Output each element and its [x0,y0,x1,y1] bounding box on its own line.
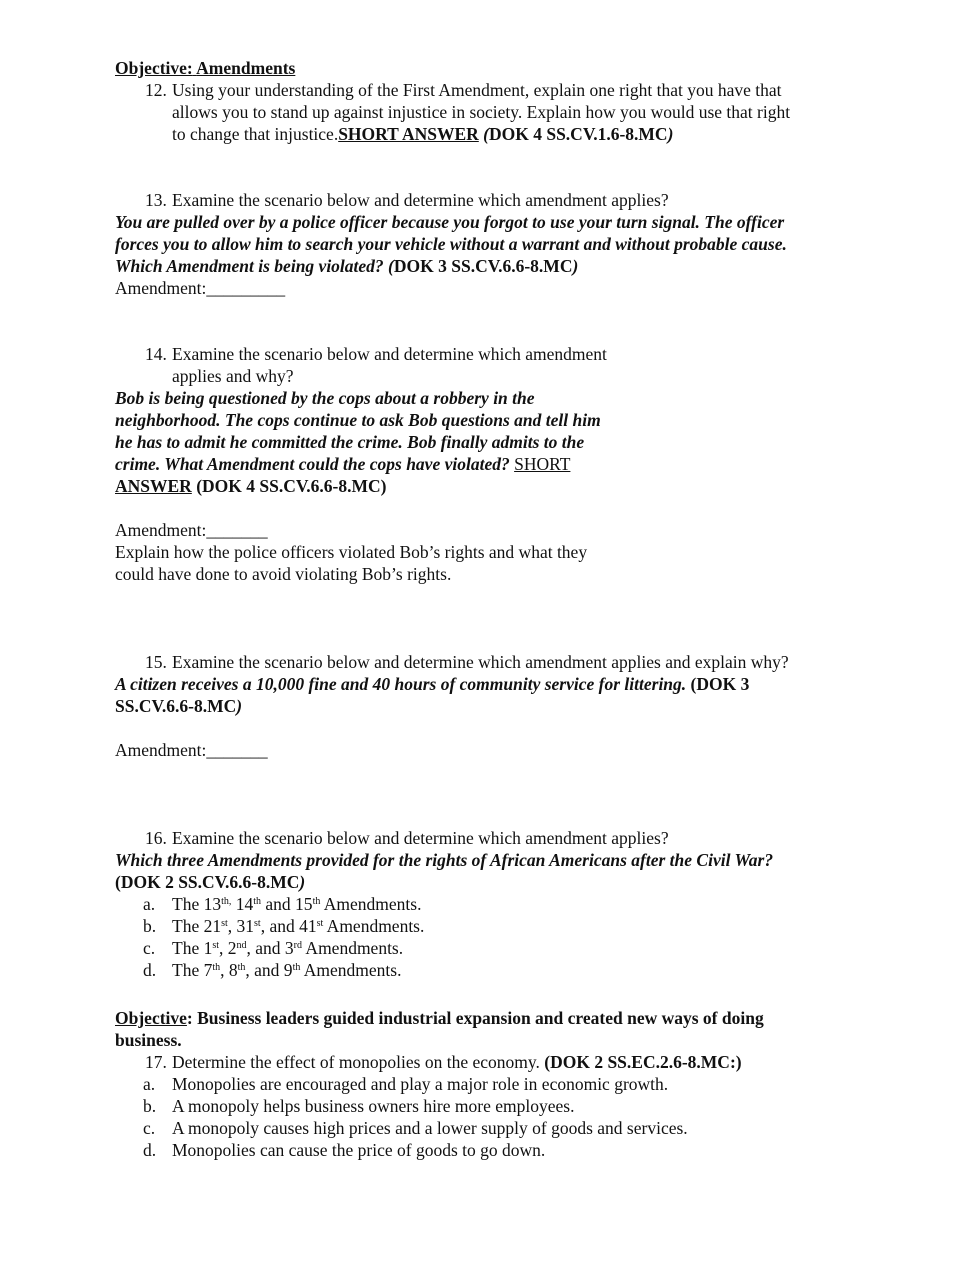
dok-standard: DOK 4 SS.CV.1.6-8.MC [488,124,668,144]
scenario-text: he has to admit he committed the crime. Bob finally admits to the [115,432,585,452]
answer-option-d[interactable]: d. Monopolies can cause the price of goods to go down. [143,1140,546,1160]
scenario-text: A citizen receives a 10,000 fine and 40 hours of community service for littering. [115,674,687,694]
question-13: 13. Examine the scenario below and determine which amendment applies? [145,190,669,210]
question-12: 12. Using your understanding of the First Amendment, explain one right that you have that allows you to stand up against injustice in society. Explain how you would use that right to change that injustice.SHORT ANSWER (DOK 4 SS.CV.1.6-8.MC) [145,80,791,144]
short-answer-tag: SHORT ANSWER [338,124,479,144]
dok-standard: (DOK 2 SS.CV.6.6-8.MC [115,872,300,892]
question-17: 17. Determine the effect of monopolies on the economy. (DOK 2 SS.EC.2.6-8.MC:) [145,1052,742,1072]
objective-heading-amendments: Objective: Amendments [115,58,296,78]
scenario-text: Bob is being questioned by the cops about a robbery in the [115,388,535,408]
question-16: 16. Examine the scenario below and determine which amendment applies? [145,828,669,848]
dok-standard: (DOK 3 [686,674,750,694]
scenario-text: Which three Amendments provided for the rights of African Americans after the Civil War? [115,850,774,870]
amendment-answer-blank[interactable]: Amendment:_________ [115,278,286,298]
amendment-answer-blank[interactable]: Amendment:_______ [115,740,268,760]
scenario-text: You are pulled over by a police officer because you forgot to use your turn signal. The officer [115,212,785,232]
scenario-text: forces you to allow him to search your vehicle without a warrant and without probable cause. [115,234,787,254]
scenario-text: neighborhood. The cops continue to ask Bob questions and tell him [115,410,601,430]
question-14: 14. Examine the scenario below and determine which amendment applies and why? [145,344,607,386]
dok-standard: DOK 3 SS.CV.6.6-8.MC [393,256,573,276]
objective-heading-business: Objective: Business leaders guided industrial expansion and created new ways of doing [115,1008,764,1028]
amendment-answer-blank[interactable]: Amendment:_______ [115,520,268,540]
answer-option-a[interactable]: a. Monopolies are encouraged and play a major role in economic growth. [143,1074,669,1094]
answer-option-d[interactable]: d. The 7th, 8th, and 9th Amendments. [143,960,402,980]
answer-option-b[interactable]: b. A monopoly helps business owners hire more employees. [143,1096,575,1116]
worksheet-page: Objective: Amendments 12. Using your understanding of the First Amendment, explain one right that you have that allows you to stand up against injustice in society. Explain how you would use that right to change that injustice.SHORT ANSWER (DOK 4 SS.CV.1.6-8.MC) 13. Examine the scenario below and determine which amendment applies? You are pulled over by a police officer because you forgot to use your turn signal. The officer forces you to allow him to search your vehicle without a warrant and without probable cause. Which Amendment is being violated? (DOK 3 SS.CV.6.6-8.MC) Amendment:_________ 14. Examine the scenario below and determine which amendment applies and why? Bob is being questioned by the cops about a robbery in the neighborhood. The cops continue to ask Bob questions and tell him he has to admit he committed the crime. Bob finally admits to the crime. What Amendment could the cops have violated? SHORT ANSWER (DOK 4 SS.CV.6.6-8.MC) Amendment:_______ Explain how the police officers violated Bob’s rights and what they could have done to avoid violating Bob’s rights. 15. Examine the scenario below and determine which amendment applies and explain why? A citizen receives a 10,000 fine and 40 hours of community service for littering. (DOK 3 SS.CV.6.6-8.MC) Amendment:_______ 16. Examine the scenario below and determine which amendment applies? Which three Amendments provided for the rights of African Americans after the Civil War? (DOK 2 SS.CV.6.6-8.MC) a. The $13^{th,}$ 14th and 15th Amendments. b. The 21st, 31st, and 41st Amendments. c. The 1st, 2nd, and 3rd Amendments. d. The 7th, 8th, and 9th Amendments. Objective: Business leaders guided industrial expansion and created new ways of doing business. 17. Determine the effect of monopolies on the economy. (DOK 2 SS.EC.2.6-8.MC:) a. Monopolies are encouraged and play a major role in economic growth. b. A monopoly helps business owners hire more employees. c. A monopoly causes high prices and a lower supply of goods and services. d. Monopolies can cause the price of goods to go down. [115,57,875,1161]
dok-standard: (DOK 4 SS.CV.6.6-8.MC) [191,476,387,496]
answer-option-c[interactable]: c. A monopoly causes high prices and a lower supply of goods and services. [143,1118,688,1138]
answer-option-a[interactable]: a. The $13^{th,}$ 14th and 15th Amendments. [143,894,422,914]
short-answer-tag: ANSWER [115,476,192,496]
answer-option-b[interactable]: b. The 21st, 31st, and 41st Amendments. [143,916,425,936]
answer-option-c[interactable]: c. The 1st, 2nd, and 3rd Amendments. [143,938,404,958]
short-answer-tag: SHORT [514,454,571,474]
question-15: 15. Examine the scenario below and determine which amendment applies and explain why? [145,652,789,672]
dok-standard: (DOK 2 SS.EC.2.6-8.MC:) [544,1052,742,1072]
